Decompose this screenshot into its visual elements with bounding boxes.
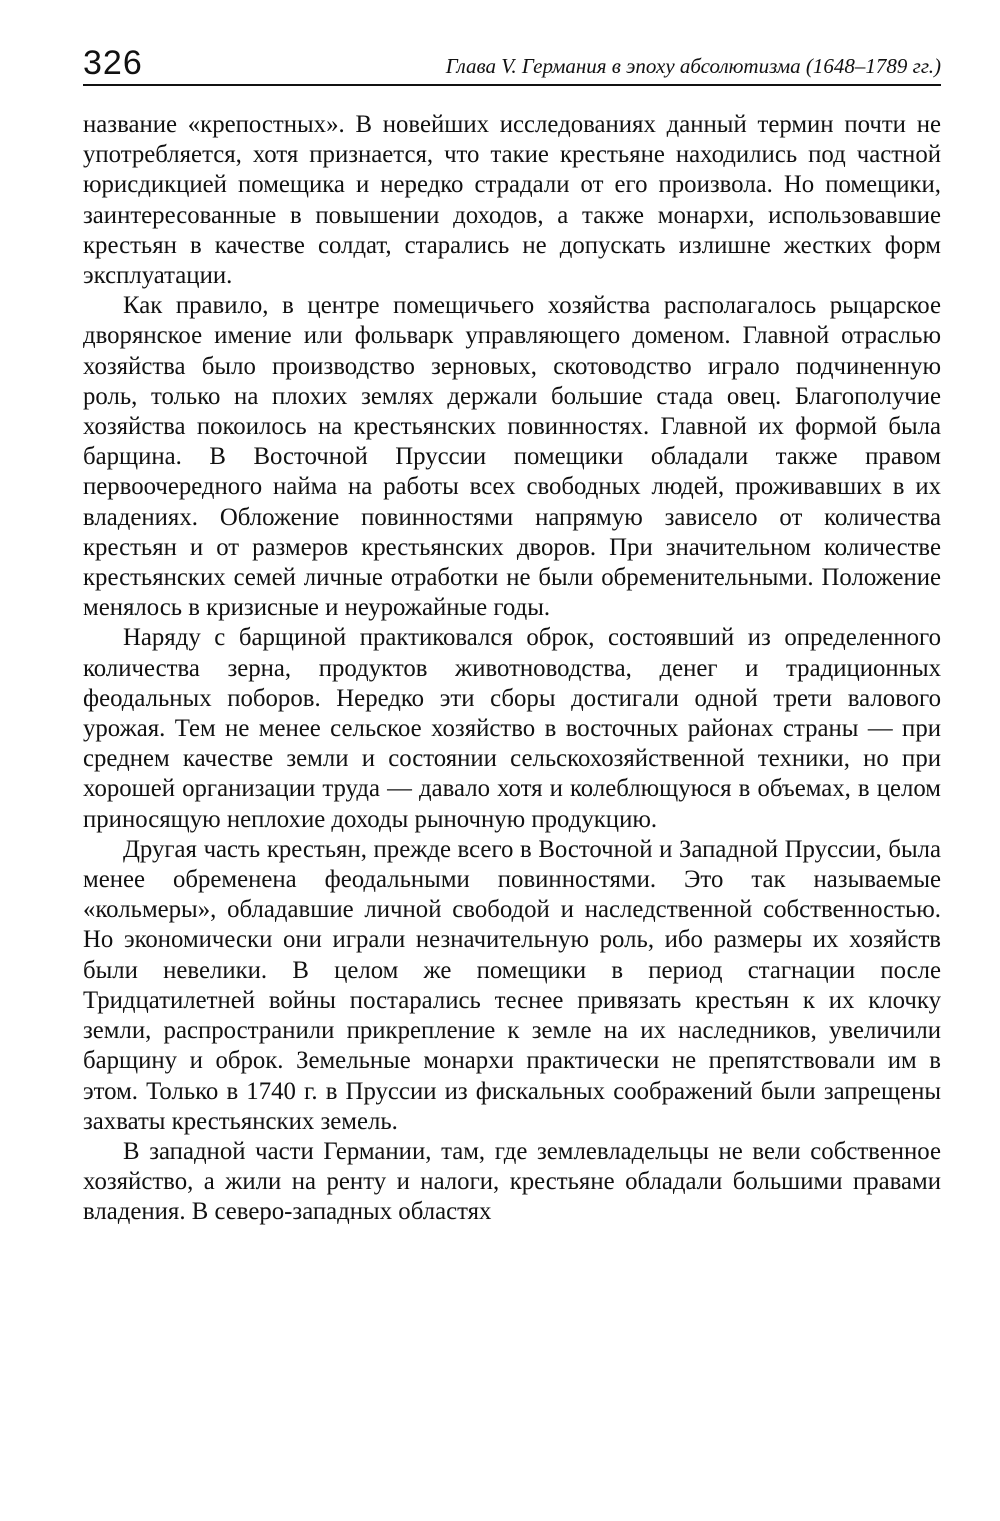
body-text <box>83 110 941 1228</box>
paragraph: название «крепостных». В новейших исследованиях данный термин почти не употребляется, хотя признается, что такие крестьяне находились под частной юрисдикцией помещика и нередко страдали от его произвола. Но помещики, заинтересованные в повышении доходов, а также монархи, использовавшие крестьян в качестве солдат, старались не допускать излишне жестких форм эксплуатации. <box>83 111 941 290</box>
paragraph: В западной части Германии, там, где землевладельцы не вели собственное хозяйство, а жили на ренту и налоги, крестьяне обладали большими правами владения. В северо-западных областях <box>83 1137 941 1226</box>
paragraph: Другая часть крестьян, прежде всего в Восточной и Западной Пруссии, была менее обременена феодальными повинностями. Это так называемые «кольмеры», обладавшие личной свободой и наследственной собственностью. Но экономически они играли незначительную роль, ибо размеры их хозяйств были невелики. В целом же помещики в период стагнации после Тридцатилетней войны постарались теснее привязать крестьян к их клочку земли, распространили прикрепление к земле на их наследников, увеличили барщину и оброк. Земельные монархи практически не препятствовали им в этом. Только в 1740 г. в Пруссии из фискальных соображений были запрещены захваты крестьянских земель. <box>83 835 941 1135</box>
page-number: 326 <box>83 44 143 82</box>
book-page <box>83 36 941 1228</box>
running-head <box>83 36 941 86</box>
chapter-title: Глава V. Германия в эпоху абсолютизма (1648–1789 гг.) <box>445 54 941 78</box>
paragraph: Наряду с барщиной практиковался оброк, состоявший из определенного количества зерна, продуктов животноводства, денег и традиционных феодальных поборов. Нередко эти сборы достигали одной трети валового урожая. Тем не менее сельское хозяйство в восточных районах страны — при среднем качестве земли и состоянии сельскохозяйственной техники, но при хорошей организации труда — давало хотя и колеблющуюся в объемах, в целом приносящую неплохие доходы рыночную продукцию. <box>83 624 941 833</box>
paragraph: Как правило, в центре помещичьего хозяйства располагалось рыцарское дворянское имение или фольварк управляющего доменом. Главной отраслью хозяйства было производство зерновых, скотоводство играло подчиненную роль, только на плохих землях держали большие стада овец. Благополучие хозяйства покоилось на крестьянских повинностях. Главной их формой была барщина. В Восточной Пруссии помещики обладали также правом первоочередного найма на работы всех свободных людей, проживавших в их владениях. Обложение повинностями напрямую зависело от количества крестьян и от размеров крестьянских дворов. При значительном количестве крестьянских семей личные отработки не были обременительными. Положение менялось в кризисные и неурожайные годы. <box>83 292 941 622</box>
